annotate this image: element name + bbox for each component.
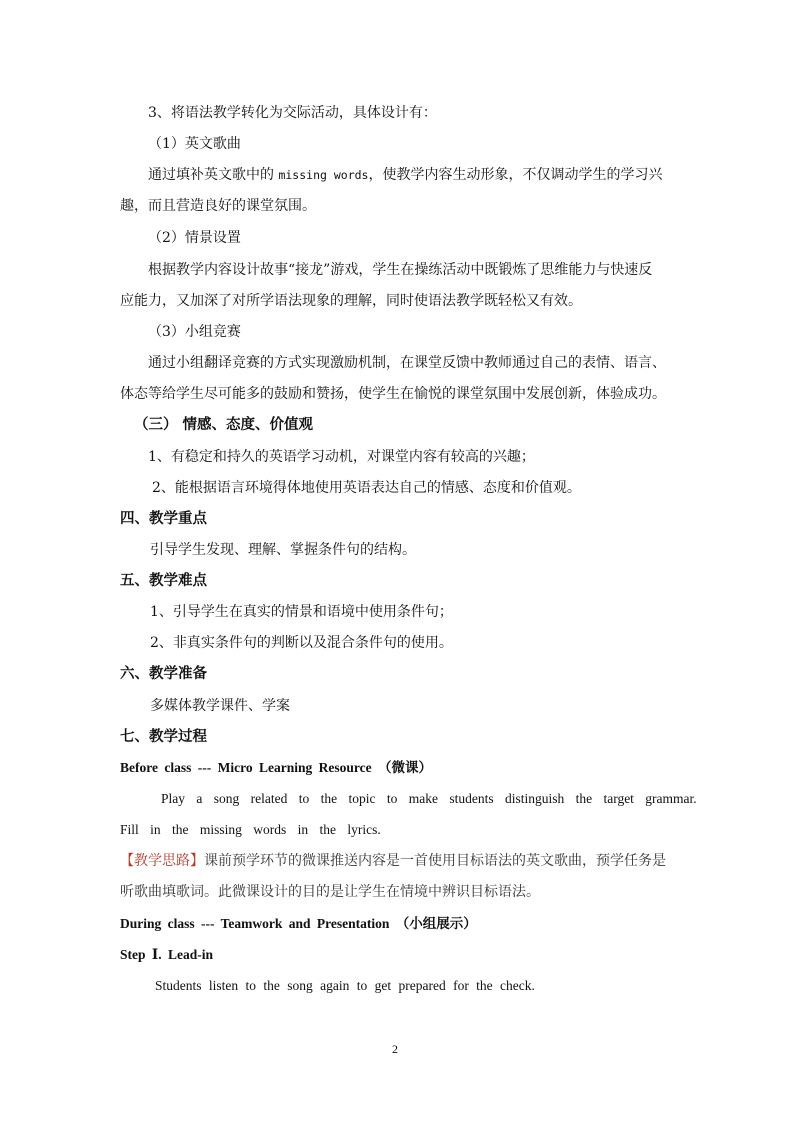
paragraph-line: 趣，而且营造良好的课堂氛围。 [120,198,316,214]
paragraph-line: Fill in the missing words in the lyrics. [120,822,381,837]
paragraph-line: 应能力，又加深了对所学语法现象的理解，同时使语法教学既轻松又有效。 [120,293,582,309]
phase-heading: Before class --- Micro Learning Resource （微课） [120,760,432,775]
list-item: 1、有稳定和持久的英语学习动机，对课堂内容有较高的兴趣； [148,449,535,465]
step-heading: Step Ⅰ. Lead-in [120,947,213,962]
phase-heading: During class --- Teamwork and Presentation （小组展示） [120,916,477,931]
list-item: 3、将语法教学转化为交际活动，具体设计有： [148,105,437,121]
paragraph-line: 多媒体教学课件、学案 [150,698,290,714]
section-heading: （三） 情感、态度、价值观 [134,416,314,433]
list-item: 1、引导学生在真实的情景和语境中使用条件句； [150,604,453,620]
paragraph-line: 通过小组翻译竞赛的方式实现激励机制，在课堂反馈中教师通过自己的表情、语言、 [148,355,666,371]
section-heading: 五、教学难点 [120,572,207,589]
list-item: 2、能根据语言环境得体地使用英语表达自己的情感、态度和价值观。 [152,480,581,496]
sub-heading: （1）英文歌曲 [148,136,241,152]
teaching-note: 听歌曲填歌词。此微课设计的目的是让学生在情境中辨识目标语法。 [120,884,540,900]
paragraph-line: 引导学生发现、理解、掌握条件句的结构。 [150,542,416,558]
paragraph-line: Students listen to the song again to get prepared for the check. [155,978,535,993]
teaching-note: 【教学思路】课前预学环节的微课推送内容是一首使用目标语法的英文歌曲，预学任务是 [120,853,666,869]
section-heading: 四、教学重点 [120,510,207,527]
paragraph-line: 通过填补英文歌中的 missing words，使教学内容生动形象，不仅调动学生的学习兴 [148,167,663,183]
section-heading: 七、教学过程 [120,728,207,745]
page-number: 2 [392,1042,398,1056]
paragraph-line: Play a song related to the topic to make students distinguish the target grammar. [161,791,697,806]
sub-heading: （2）情景设置 [148,230,241,246]
list-item: 2、非真实条件句的判断以及混合条件句的使用。 [150,635,453,651]
paragraph-line: 体态等给学生尽可能多的鼓励和赞扬，使学生在愉悦的课堂氛围中发展创新，体验成功。 [120,386,666,402]
paragraph-line: 根据教学内容设计故事“接龙”游戏，学生在操练活动中既锻炼了思维能力与快速反 [148,262,653,278]
section-heading: 六、教学准备 [120,665,207,682]
sub-heading: （3）小组竞赛 [148,324,241,340]
